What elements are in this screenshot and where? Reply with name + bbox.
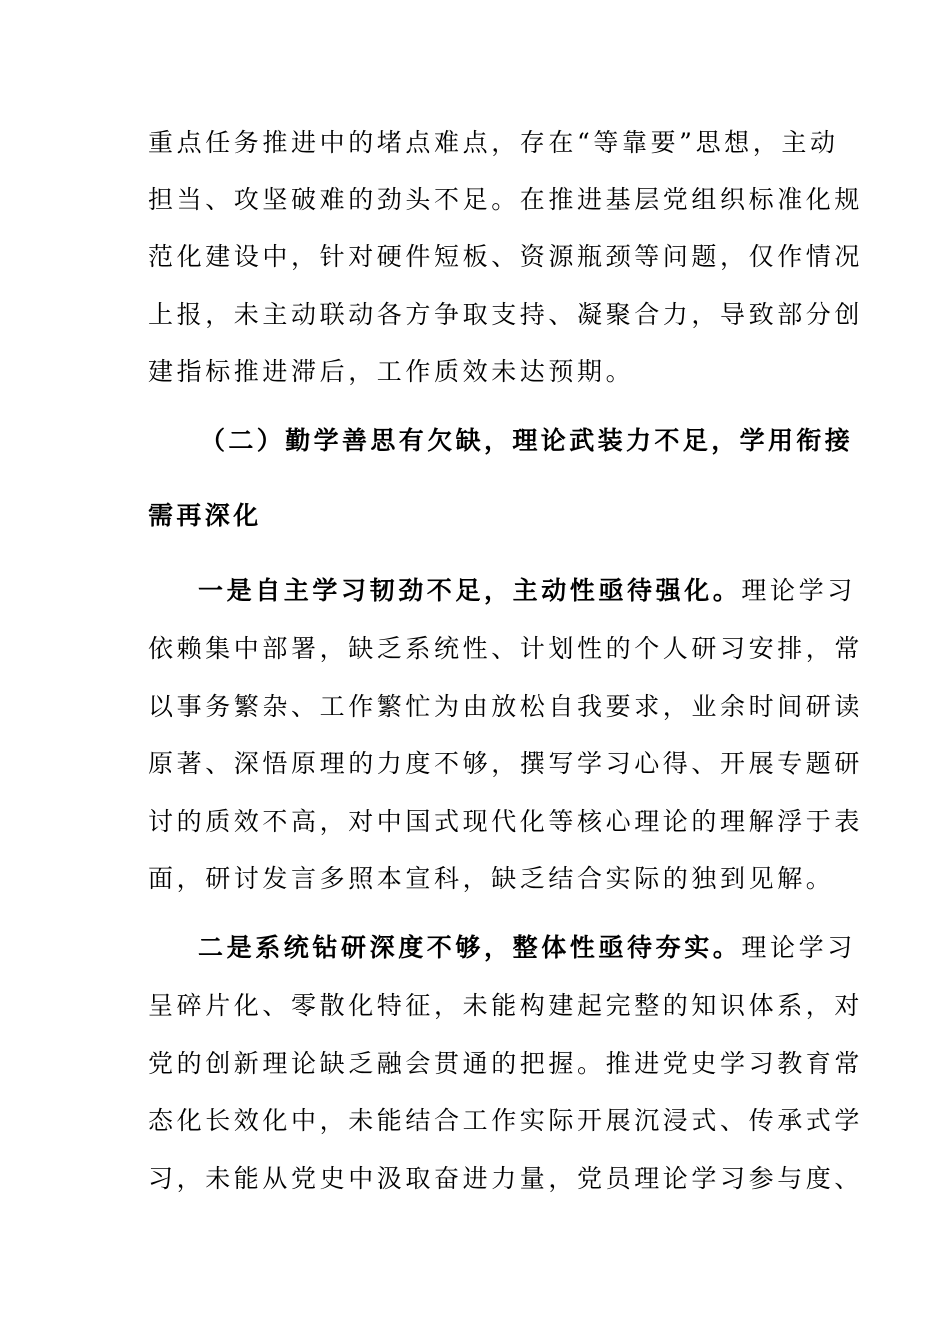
point-one-lead: 一是自主学习韧劲不足，主动性亟待强化。 [198,576,742,605]
body-text-line: 态化长效化中，未能结合工作实际开展沉浸式、传承式学 [148,1106,864,1135]
body-text-line: 呈碎片化、零散化特征，未能构建起完整的知识体系，对 [148,991,864,1020]
body-text-line: 范化建设中，针对硬件短板、资源瓶颈等问题，仅作情况 [148,242,864,271]
body-text-line: 上报，未主动联动各方争取支持、凝聚合力，导致部分创 [148,300,864,329]
body-text-line: 习，未能从党史中汲取奋进力量，党员理论学习参与度、 [148,1164,864,1193]
point-two-first-line [198,931,856,965]
point-one-text: 理论学习 [741,576,856,605]
body-text-line: 依赖集中部署，缺乏系统性、计划性的个人研习安排，常 [148,634,864,663]
body-text-line: 担当、攻坚破难的劲头不足。在推进基层党组织标准化规 [148,185,864,214]
body-text-line: 重点任务推进中的堵点难点，存在“等靠要”思想，主动 [148,128,839,157]
section-heading-line: （二）勤学善思有欠缺，理论武装力不足，学用衔接 [200,426,854,455]
body-text-line: 讨的质效不高，对中国式现代化等核心理论的理解浮于表 [148,807,864,836]
point-two-lead: 二是系统钻研深度不够，整体性亟待夯实。 [198,933,742,962]
body-text-line: 原著、深悟原理的力度不够，撰写学习心得、开展专题研 [148,749,864,778]
body-text-line: 建指标推进滞后，工作质效未达预期。 [148,357,635,386]
section-heading-line: 需再深化 [148,501,262,530]
body-text-line: 党的创新理论缺乏融会贯通的把握。推进党史学习教育常 [148,1049,864,1078]
point-one-first-line [198,574,856,608]
body-text-line: 以事务繁杂、工作繁忙为由放松自我要求，业余时间研读 [148,692,864,721]
point-two-text: 理论学习 [741,933,856,962]
body-text-line: 面，研讨发言多照本宣科，缺乏结合实际的独到见解。 [148,864,835,893]
